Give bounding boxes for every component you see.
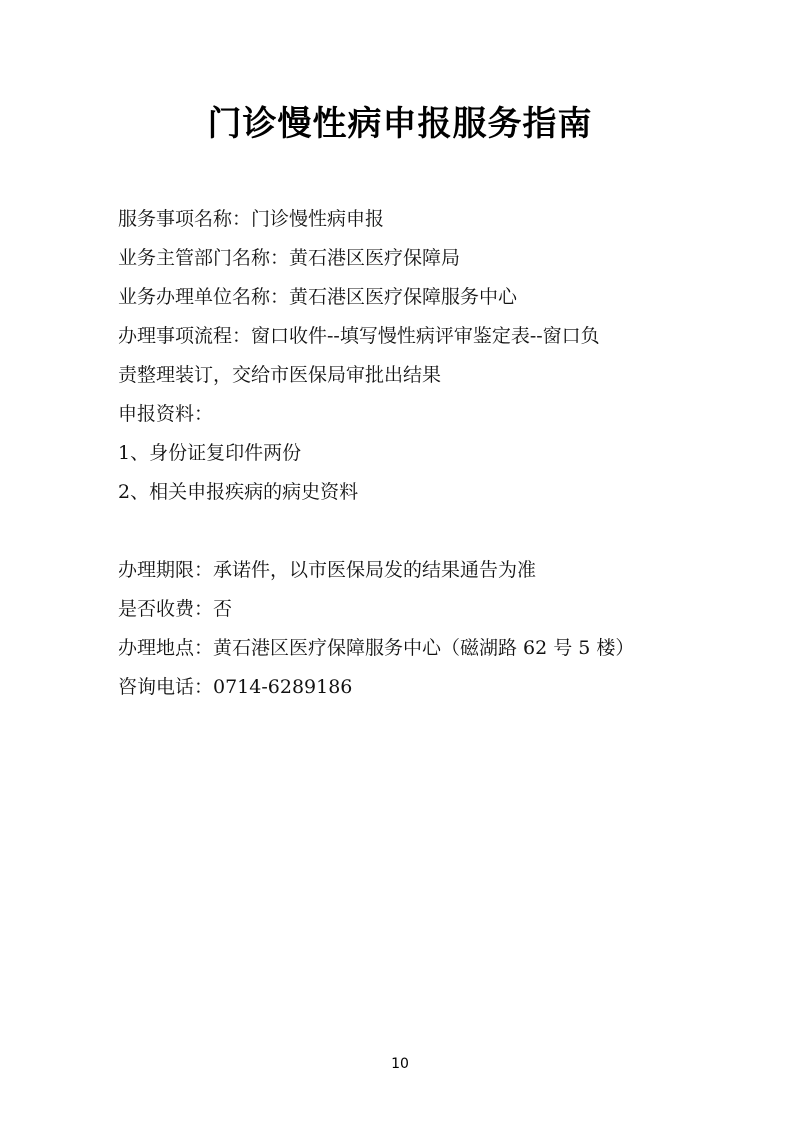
list-item-materials-1: 1、身份证复印件两份 <box>118 442 302 464</box>
paragraph-contact-phone: 咨询电话：0714-6289186 <box>118 676 353 698</box>
paragraph-handling-period: 办理期限：承诺件，以市医保局发的结果通告为准 <box>118 559 537 581</box>
paragraph-process-line-1: 办理事项流程：窗口收件--填写慢性病评审鉴定表--窗口负 <box>118 325 600 347</box>
paragraph-handling-unit: 业务办理单位名称：黄石港区医疗保障服务中心 <box>118 286 518 308</box>
page-title: 门诊慢性病申报服务指南 <box>207 104 593 144</box>
paragraph-fee-status: 是否收费：否 <box>118 598 233 620</box>
list-item-materials-2: 2、相关申报疾病的病史资料 <box>118 481 359 503</box>
page-number: 10 <box>391 1056 409 1072</box>
document-body <box>118 200 698 707</box>
paragraph-handling-location: 办理地点：黄石港区医疗保障服务中心（磁湖路 62 号 5 楼） <box>118 637 635 659</box>
paragraph-materials-heading: 申报资料： <box>118 403 214 425</box>
blank-line <box>118 512 698 551</box>
paragraph-service-item-name: 服务事项名称：门诊慢性病申报 <box>118 208 385 230</box>
paragraph-process-line-2: 责整理装订，交给市医保局审批出结果 <box>118 364 442 386</box>
paragraph-supervising-department: 业务主管部门名称：黄石港区医疗保障局 <box>118 247 461 269</box>
